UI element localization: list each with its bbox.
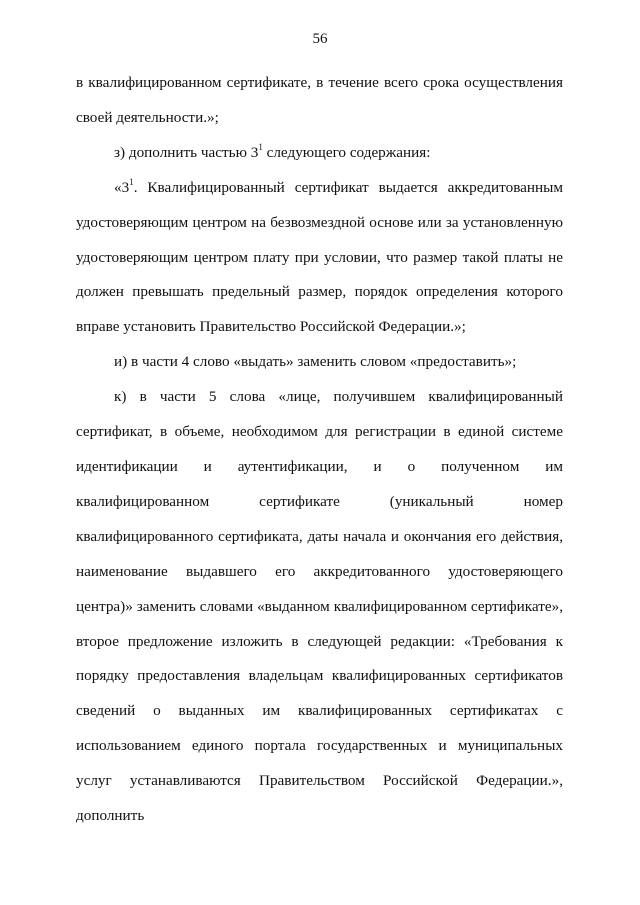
- paragraph-item-i: и) в части 4 слово «выдать» заменить словом «предоставить»;: [114, 353, 517, 371]
- paragraph-part-3-1: [76, 171, 563, 346]
- paragraph-item-k: к) в части 5 слова «лице, получившем квалифицированный сертификат, в объеме, необходимом для регистрации в единой системе идентификации и аутентификации, и о полученном им квалифицированном сертификате (уникальный номер квалифицированного сертификата, даты начала и окончания его действия, наименование выдавшего его аккредитованного удостоверяющего центра)» заменить словами «выданном квалифицированном сертификате», второе предложение изложить в следующей редакции: «Требования к порядку предоставления владельцам квалифицированных сертификатов сведений о выданных им квалифицированных сертификатах с использованием единого портала государственных и муниципальных услуг устанавливаются Правительством Российской Федерации.», дополнить: [76, 388, 563, 825]
- paragraph-item-z-text-start: з) дополнить частью 3: [114, 143, 259, 161]
- paragraph-item-z-text-end: следующего содержания:: [262, 143, 431, 161]
- document-body: [76, 66, 563, 834]
- superscript-marker: 1: [129, 176, 134, 187]
- paragraph-part-3-1-text-end: . Квалифицированный сертификат выдается аккредитованным удостоверяющим центром на безвозмездной основе или за установленную удостоверяющим центром плату при условии, что размер такой платы не должен превышать предельный размер, порядок определения которого вправе установить Правительство Российской Федерации.»;: [76, 178, 563, 336]
- paragraph-continuation: в квалифицированном сертификате, в течение всего срока осуществления своей деятельности.»;: [76, 74, 563, 126]
- superscript-marker: 1: [258, 141, 263, 152]
- paragraph-part-3-1-text-start: «3: [114, 178, 130, 196]
- paragraph-item-z: [76, 136, 563, 171]
- page-number: 56: [312, 31, 328, 47]
